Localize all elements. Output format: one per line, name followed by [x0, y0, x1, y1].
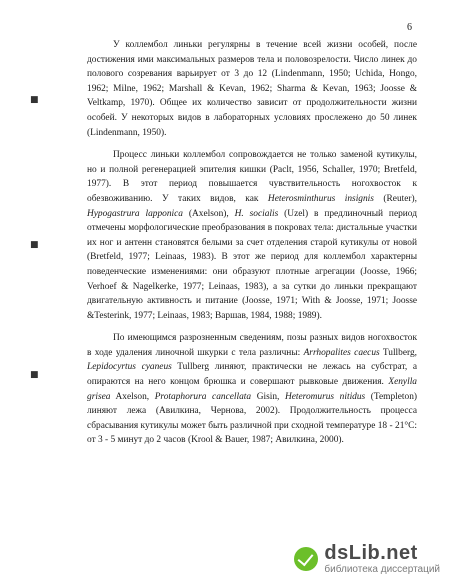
species-name: Arrhopalites caecus: [303, 347, 380, 358]
text-run: (Reuter),: [373, 193, 417, 204]
text-run: Axelson,: [110, 391, 155, 402]
text-run: Tullberg линяют, практически не лежась на субстрат, а опираются на него концом брюшка и совершают рывковые движения.: [87, 362, 417, 388]
paragraph: [87, 38, 417, 140]
watermark-text: [324, 543, 440, 575]
watermark-subtitle: библиотека диссертаций: [324, 564, 440, 575]
species-name: Hypogastrura lapponica: [87, 208, 183, 219]
watermark-brand: dsLib.net: [324, 542, 418, 564]
watermark[interactable]: [294, 543, 440, 575]
watermark-logo-icon: [294, 547, 318, 571]
species-name: Lepidocyrtus cyaneus: [87, 362, 172, 373]
paragraph: [87, 331, 417, 448]
text-run: У коллембол линьки регулярны в течение всей жизни особей, после достижения ими максимальных размеров тела и половозрелости. Число линек до полового созревания варьирует от 3 до 12 (Lindenmann, 1950; Uchida, Hongo, 1962; Milne, 1962; Marshall & Kevan, 1962; Sharma & Kevan, 1963; Joosse & Veltkamp, 1970). Общее их количество зависит от продолжительности жизни особей. У некоторых видов в лабораторных условиях прослежено до 50 линек (Lindenmann, 1950).: [87, 40, 417, 138]
species-name: H. socialis: [234, 208, 279, 219]
species-name: Xenylla grisea: [87, 377, 417, 402]
species-name: Protaphorura cancellata: [154, 391, 252, 402]
margin-mark-3: ■: [30, 370, 39, 380]
text-run: По имеющимся разрозненным сведениям, позы разных видов ногохвосток в ходе удаления линочной шкурки с тела различны:: [87, 333, 417, 358]
text-run: (Uzel) в предлиночный период отмечены морфологические преобразования в покровах тела: дистальные участки их ног и антенн становятся белыми за счет отделения старой кутикулы от новой (Bretfeld, 1977; Leinaas, 1983). В этот же период для коллембол характерны поведенческие изменениями: они образуют плотные агрегации (Joosse, 1966; Verhoef & Nagelkerke, 1977; Leinaas, 1983), а за сутки до линьки прекращают двигательную активность и питание (Joosse, 1971; With & Joosse, 1971; Joosse &Testerink, 1977; Leinaas, 1983; Варшав, 1984, 1988; 1989).: [87, 208, 417, 321]
text-run: (Axelson),: [183, 208, 235, 219]
paragraph: [87, 148, 417, 323]
text-run: Tullberg,: [379, 347, 417, 358]
species-name: Heterosminthurus insignis: [267, 193, 374, 204]
text-run: Процесс линьки коллембол сопровождается не только заменой кутикулы, но и полной регенерацией эпителия кишки (Paclt, 1956, Schaller, 1970; Bretfeld, 1977). В этот период повышается чувствительность ногохвосток к обезвоживанию. У таких видов, как: [87, 150, 417, 204]
text-run: Gisin,: [251, 391, 285, 402]
page-number: 6: [407, 22, 412, 33]
text-run: (Templeton) линяют лежа (Авилкина, Чернова, 2002). Продолжительность процесса сбрасывания кутикулы может быть различной при сходной температуре 18 - 21°С: от 3 - 5 минут до 2 часов (Krool & Bauer, 1987; Авилкина, 2000).: [87, 391, 417, 446]
margin-mark-1: ■: [30, 95, 39, 105]
species-name: Heteromurus nitidus: [284, 391, 366, 402]
margin-mark-2: ■: [30, 240, 39, 250]
body-text: [87, 38, 417, 448]
